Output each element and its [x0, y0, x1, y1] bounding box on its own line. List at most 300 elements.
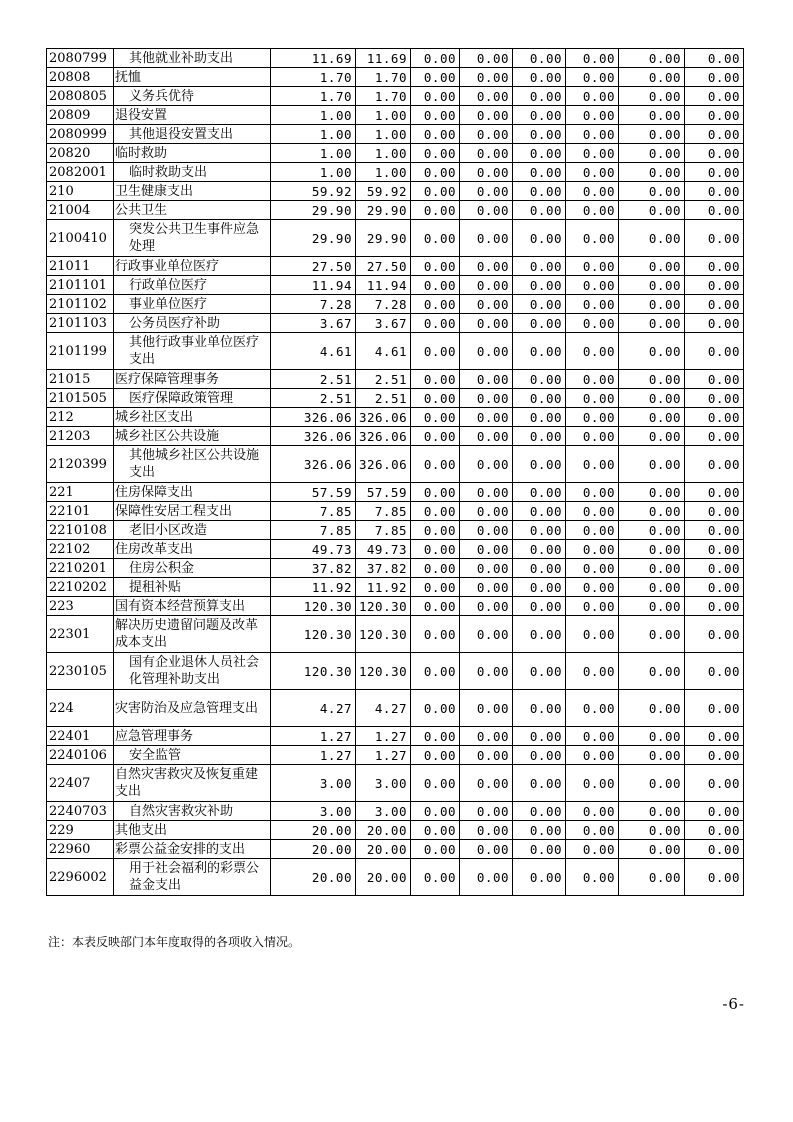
amount-cell: 0.00 — [460, 521, 513, 540]
amount-cell: 0.00 — [513, 483, 566, 502]
amount-cell: 0.00 — [685, 483, 744, 502]
table-row — [47, 295, 744, 314]
amount-cell: 0.00 — [513, 389, 566, 408]
table-row — [47, 163, 744, 182]
subject-code: 20808 — [47, 68, 114, 87]
amount-cell: 0.00 — [685, 578, 744, 597]
amount-cell: 0.00 — [411, 765, 460, 802]
table-note: 注：本表反映部门本年度取得的各项收入情况。 — [48, 935, 301, 949]
subject-name: 突发公共卫生事件应急处理 — [114, 220, 271, 257]
amount-cell: 0.00 — [411, 389, 460, 408]
amount-cell: 0.00 — [460, 106, 513, 125]
amount-cell: 2.51 — [271, 389, 356, 408]
amount-cell: 0.00 — [619, 540, 685, 559]
amount-cell: 20.00 — [356, 859, 411, 896]
amount-cell: 0.00 — [513, 559, 566, 578]
subject-name: 提租补贴 — [114, 578, 271, 597]
amount-cell: 0.00 — [685, 859, 744, 896]
amount-cell: 0.00 — [566, 49, 619, 68]
amount-cell: 0.00 — [685, 765, 744, 802]
amount-cell: 0.00 — [460, 597, 513, 616]
amount-cell: 0.00 — [685, 690, 744, 727]
amount-cell: 2.51 — [271, 370, 356, 389]
amount-cell: 0.00 — [685, 427, 744, 446]
amount-cell: 20.00 — [271, 840, 356, 859]
amount-cell: 7.85 — [356, 521, 411, 540]
table-row — [47, 257, 744, 276]
amount-cell: 0.00 — [460, 578, 513, 597]
amount-cell: 0.00 — [685, 125, 744, 144]
amount-cell: 0.00 — [685, 163, 744, 182]
amount-cell: 0.00 — [513, 597, 566, 616]
amount-cell: 0.00 — [513, 408, 566, 427]
subject-code: 2101505 — [47, 389, 114, 408]
amount-cell: 0.00 — [566, 201, 619, 220]
amount-cell: 0.00 — [619, 653, 685, 690]
amount-cell: 1.00 — [271, 106, 356, 125]
amount-cell: 20.00 — [271, 859, 356, 896]
amount-cell: 0.00 — [619, 427, 685, 446]
amount-cell: 0.00 — [411, 333, 460, 370]
amount-cell: 0.00 — [513, 106, 566, 125]
subject-code: 2296002 — [47, 859, 114, 896]
table-row — [47, 87, 744, 106]
amount-cell: 120.30 — [271, 653, 356, 690]
amount-cell: 326.06 — [356, 408, 411, 427]
amount-cell: 0.00 — [566, 616, 619, 653]
amount-cell: 3.00 — [356, 765, 411, 802]
amount-cell: 0.00 — [411, 314, 460, 333]
amount-cell: 0.00 — [513, 840, 566, 859]
amount-cell: 0.00 — [566, 765, 619, 802]
subject-name: 住房保障支出 — [114, 483, 271, 502]
amount-cell: 0.00 — [685, 597, 744, 616]
amount-cell: 0.00 — [460, 220, 513, 257]
subject-name: 公务员医疗补助 — [114, 314, 271, 333]
table-row — [47, 182, 744, 201]
subject-code: 2101103 — [47, 314, 114, 333]
amount-cell: 11.94 — [271, 276, 356, 295]
amount-cell: 29.90 — [356, 220, 411, 257]
amount-cell: 0.00 — [411, 521, 460, 540]
subject-name: 住房改革支出 — [114, 540, 271, 559]
subject-code: 2080805 — [47, 87, 114, 106]
amount-cell: 0.00 — [619, 49, 685, 68]
amount-cell: 0.00 — [513, 295, 566, 314]
amount-cell: 0.00 — [619, 144, 685, 163]
amount-cell: 1.00 — [356, 125, 411, 144]
amount-cell: 11.92 — [271, 578, 356, 597]
amount-cell: 0.00 — [685, 616, 744, 653]
subject-code: 229 — [47, 821, 114, 840]
amount-cell: 0.00 — [411, 597, 460, 616]
amount-cell: 0.00 — [513, 521, 566, 540]
table-row — [47, 106, 744, 125]
amount-cell: 0.00 — [513, 163, 566, 182]
amount-cell: 29.90 — [271, 220, 356, 257]
amount-cell: 1.00 — [356, 163, 411, 182]
amount-cell: 49.73 — [356, 540, 411, 559]
amount-cell: 0.00 — [411, 68, 460, 87]
subject-name: 医疗保障管理事务 — [114, 370, 271, 389]
amount-cell: 0.00 — [513, 201, 566, 220]
amount-cell: 0.00 — [513, 616, 566, 653]
amount-cell: 0.00 — [566, 502, 619, 521]
amount-cell: 0.00 — [513, 276, 566, 295]
amount-cell: 0.00 — [619, 559, 685, 578]
amount-cell: 0.00 — [566, 182, 619, 201]
amount-cell: 0.00 — [513, 68, 566, 87]
amount-cell: 0.00 — [460, 616, 513, 653]
amount-cell: 0.00 — [460, 276, 513, 295]
amount-cell: 0.00 — [685, 49, 744, 68]
subject-code: 22101 — [47, 502, 114, 521]
amount-cell: 0.00 — [513, 802, 566, 821]
subject-name: 保障性安居工程支出 — [114, 502, 271, 521]
amount-cell: 0.00 — [566, 144, 619, 163]
amount-cell: 0.00 — [411, 257, 460, 276]
amount-cell: 0.00 — [619, 746, 685, 765]
amount-cell: 0.00 — [619, 616, 685, 653]
subject-name: 国有企业退休人员社会化管理补助支出 — [114, 653, 271, 690]
amount-cell: 0.00 — [460, 746, 513, 765]
amount-cell: 29.90 — [271, 201, 356, 220]
table-row — [47, 616, 744, 653]
amount-cell: 0.00 — [411, 840, 460, 859]
amount-cell: 3.00 — [271, 765, 356, 802]
table-row — [47, 690, 744, 727]
subject-name: 义务兵优待 — [114, 87, 271, 106]
subject-code: 2210108 — [47, 521, 114, 540]
amount-cell: 1.27 — [356, 746, 411, 765]
amount-cell: 0.00 — [685, 653, 744, 690]
amount-cell: 7.28 — [356, 295, 411, 314]
amount-cell: 0.00 — [619, 257, 685, 276]
amount-cell: 7.85 — [356, 502, 411, 521]
amount-cell: 0.00 — [513, 257, 566, 276]
subject-code: 2080799 — [47, 49, 114, 68]
amount-cell: 2.51 — [356, 370, 411, 389]
amount-cell: 0.00 — [460, 559, 513, 578]
amount-cell: 0.00 — [685, 502, 744, 521]
amount-cell: 0.00 — [411, 727, 460, 746]
amount-cell: 1.70 — [271, 87, 356, 106]
amount-cell: 0.00 — [566, 257, 619, 276]
amount-cell: 0.00 — [460, 389, 513, 408]
amount-cell: 0.00 — [619, 201, 685, 220]
amount-cell: 20.00 — [356, 840, 411, 859]
amount-cell: 0.00 — [685, 521, 744, 540]
subject-name: 自然灾害救灾及恢复重建支出 — [114, 765, 271, 802]
amount-cell: 0.00 — [619, 859, 685, 896]
amount-cell: 0.00 — [566, 578, 619, 597]
amount-cell: 0.00 — [619, 521, 685, 540]
amount-cell: 326.06 — [271, 446, 356, 483]
amount-cell: 0.00 — [411, 49, 460, 68]
amount-cell: 0.00 — [619, 314, 685, 333]
amount-cell: 0.00 — [513, 427, 566, 446]
amount-cell: 0.00 — [685, 370, 744, 389]
amount-cell: 0.00 — [513, 746, 566, 765]
subject-code: 21004 — [47, 201, 114, 220]
subject-name: 自然灾害救灾补助 — [114, 802, 271, 821]
amount-cell: 0.00 — [619, 370, 685, 389]
subject-code: 22102 — [47, 540, 114, 559]
amount-cell: 1.00 — [271, 144, 356, 163]
amount-cell: 0.00 — [619, 802, 685, 821]
amount-cell: 0.00 — [566, 521, 619, 540]
amount-cell: 1.00 — [356, 144, 411, 163]
amount-cell: 37.82 — [356, 559, 411, 578]
amount-cell: 0.00 — [513, 125, 566, 144]
amount-cell: 0.00 — [685, 746, 744, 765]
amount-cell: 0.00 — [566, 540, 619, 559]
amount-cell: 0.00 — [685, 68, 744, 87]
amount-cell: 0.00 — [566, 427, 619, 446]
subject-name: 住房公积金 — [114, 559, 271, 578]
amount-cell: 0.00 — [460, 257, 513, 276]
amount-cell: 326.06 — [356, 427, 411, 446]
subject-name: 事业单位医疗 — [114, 295, 271, 314]
amount-cell: 0.00 — [566, 389, 619, 408]
subject-code: 20820 — [47, 144, 114, 163]
amount-cell: 0.00 — [411, 690, 460, 727]
amount-cell: 57.59 — [356, 483, 411, 502]
amount-cell: 4.27 — [356, 690, 411, 727]
amount-cell: 0.00 — [685, 276, 744, 295]
amount-cell: 0.00 — [411, 220, 460, 257]
amount-cell: 0.00 — [460, 653, 513, 690]
table-row — [47, 821, 744, 840]
amount-cell: 49.73 — [271, 540, 356, 559]
amount-cell: 0.00 — [460, 502, 513, 521]
amount-cell: 0.00 — [460, 840, 513, 859]
amount-cell: 4.27 — [271, 690, 356, 727]
amount-cell: 0.00 — [411, 163, 460, 182]
amount-cell: 11.69 — [356, 49, 411, 68]
amount-cell: 120.30 — [271, 616, 356, 653]
amount-cell: 0.00 — [685, 333, 744, 370]
amount-cell: 0.00 — [685, 257, 744, 276]
amount-cell: 120.30 — [356, 597, 411, 616]
amount-cell: 0.00 — [460, 314, 513, 333]
subject-name: 应急管理事务 — [114, 727, 271, 746]
amount-cell: 0.00 — [566, 446, 619, 483]
amount-cell: 0.00 — [411, 802, 460, 821]
amount-cell: 1.70 — [356, 68, 411, 87]
amount-cell: 0.00 — [513, 502, 566, 521]
table-row — [47, 540, 744, 559]
table-row — [47, 597, 744, 616]
amount-cell: 0.00 — [460, 295, 513, 314]
amount-cell: 11.94 — [356, 276, 411, 295]
amount-cell: 0.00 — [619, 690, 685, 727]
amount-cell: 0.00 — [566, 408, 619, 427]
amount-cell: 0.00 — [411, 483, 460, 502]
subject-code: 2230105 — [47, 653, 114, 690]
amount-cell: 120.30 — [271, 597, 356, 616]
amount-cell: 7.85 — [271, 502, 356, 521]
amount-cell: 0.00 — [566, 370, 619, 389]
table-row — [47, 68, 744, 87]
subject-name: 彩票公益金安排的支出 — [114, 840, 271, 859]
amount-cell: 0.00 — [460, 68, 513, 87]
table-row — [47, 125, 744, 144]
amount-cell: 1.00 — [271, 125, 356, 144]
amount-cell: 0.00 — [619, 125, 685, 144]
amount-cell: 57.59 — [271, 483, 356, 502]
amount-cell: 0.00 — [566, 746, 619, 765]
subject-code: 2101101 — [47, 276, 114, 295]
subject-name: 医疗保障政策管理 — [114, 389, 271, 408]
amount-cell: 0.00 — [411, 125, 460, 144]
amount-cell: 0.00 — [619, 295, 685, 314]
amount-cell: 0.00 — [619, 182, 685, 201]
amount-cell: 1.27 — [271, 746, 356, 765]
subject-name: 老旧小区改造 — [114, 521, 271, 540]
amount-cell: 120.30 — [356, 616, 411, 653]
subject-name: 灾害防治及应急管理支出 — [114, 690, 271, 727]
amount-cell: 7.85 — [271, 521, 356, 540]
table-row — [47, 578, 744, 597]
amount-cell: 59.92 — [356, 182, 411, 201]
subject-name: 城乡社区支出 — [114, 408, 271, 427]
amount-cell: 0.00 — [619, 502, 685, 521]
amount-cell: 27.50 — [356, 257, 411, 276]
subject-name: 抚恤 — [114, 68, 271, 87]
amount-cell: 0.00 — [566, 220, 619, 257]
subject-name: 卫生健康支出 — [114, 182, 271, 201]
table-row — [47, 802, 744, 821]
amount-cell: 0.00 — [460, 408, 513, 427]
subject-code: 22401 — [47, 727, 114, 746]
amount-cell: 37.82 — [271, 559, 356, 578]
amount-cell: 0.00 — [460, 87, 513, 106]
amount-cell: 0.00 — [411, 201, 460, 220]
amount-cell: 0.00 — [460, 540, 513, 559]
table-row — [47, 502, 744, 521]
subject-name: 解决历史遗留问题及改革成本支出 — [114, 616, 271, 653]
amount-cell: 0.00 — [619, 727, 685, 746]
table-row — [47, 653, 744, 690]
amount-cell: 0.00 — [685, 201, 744, 220]
amount-cell: 0.00 — [566, 295, 619, 314]
amount-cell: 3.67 — [271, 314, 356, 333]
table-row — [47, 765, 744, 802]
amount-cell: 0.00 — [619, 446, 685, 483]
table-row — [47, 276, 744, 295]
table-row — [47, 314, 744, 333]
subject-name: 其他支出 — [114, 821, 271, 840]
amount-cell: 2.51 — [356, 389, 411, 408]
amount-cell: 0.00 — [685, 87, 744, 106]
amount-cell: 0.00 — [566, 125, 619, 144]
amount-cell: 0.00 — [411, 87, 460, 106]
table-row — [47, 389, 744, 408]
subject-name: 行政事业单位医疗 — [114, 257, 271, 276]
amount-cell: 0.00 — [566, 859, 619, 896]
amount-cell: 0.00 — [513, 727, 566, 746]
subject-code: 2101199 — [47, 333, 114, 370]
amount-cell: 0.00 — [513, 370, 566, 389]
amount-cell: 20.00 — [356, 821, 411, 840]
table-body — [47, 49, 744, 896]
amount-cell: 0.00 — [513, 333, 566, 370]
amount-cell: 0.00 — [460, 427, 513, 446]
amount-cell: 0.00 — [566, 333, 619, 370]
amount-cell: 0.00 — [411, 427, 460, 446]
amount-cell: 29.90 — [356, 201, 411, 220]
amount-cell: 0.00 — [460, 765, 513, 802]
amount-cell: 0.00 — [619, 276, 685, 295]
subject-code: 2100410 — [47, 220, 114, 257]
amount-cell: 0.00 — [411, 821, 460, 840]
table-row — [47, 333, 744, 370]
subject-name: 用于社会福利的彩票公益金支出 — [114, 859, 271, 896]
amount-cell: 3.00 — [356, 802, 411, 821]
amount-cell: 0.00 — [513, 690, 566, 727]
page-number: -6- — [722, 995, 745, 1013]
table-row — [47, 483, 744, 502]
amount-cell: 0.00 — [513, 87, 566, 106]
amount-cell: 0.00 — [566, 653, 619, 690]
table-row — [47, 49, 744, 68]
amount-cell: 0.00 — [513, 49, 566, 68]
amount-cell: 0.00 — [685, 559, 744, 578]
amount-cell: 0.00 — [411, 859, 460, 896]
amount-cell: 0.00 — [460, 727, 513, 746]
amount-cell: 0.00 — [513, 578, 566, 597]
subject-code: 2210202 — [47, 578, 114, 597]
subject-code: 22960 — [47, 840, 114, 859]
amount-cell: 0.00 — [513, 182, 566, 201]
amount-cell: 0.00 — [460, 125, 513, 144]
subject-code: 21011 — [47, 257, 114, 276]
table-row — [47, 521, 744, 540]
amount-cell: 0.00 — [460, 49, 513, 68]
subject-code: 2210201 — [47, 559, 114, 578]
amount-cell: 3.67 — [356, 314, 411, 333]
amount-cell: 0.00 — [411, 370, 460, 389]
amount-cell: 0.00 — [460, 182, 513, 201]
amount-cell: 0.00 — [411, 578, 460, 597]
subject-name: 行政单位医疗 — [114, 276, 271, 295]
amount-cell: 0.00 — [685, 220, 744, 257]
amount-cell: 0.00 — [411, 446, 460, 483]
amount-cell: 0.00 — [619, 87, 685, 106]
amount-cell: 120.30 — [356, 653, 411, 690]
amount-cell: 0.00 — [411, 182, 460, 201]
subject-code: 2120399 — [47, 446, 114, 483]
amount-cell: 0.00 — [619, 483, 685, 502]
subject-code: 22301 — [47, 616, 114, 653]
amount-cell: 0.00 — [513, 314, 566, 333]
subject-code: 212 — [47, 408, 114, 427]
amount-cell: 0.00 — [685, 144, 744, 163]
amount-cell: 0.00 — [566, 727, 619, 746]
amount-cell: 0.00 — [513, 821, 566, 840]
amount-cell: 0.00 — [619, 408, 685, 427]
amount-cell: 0.00 — [685, 408, 744, 427]
amount-cell: 0.00 — [460, 446, 513, 483]
subject-name: 临时救助支出 — [114, 163, 271, 182]
amount-cell: 27.50 — [271, 257, 356, 276]
amount-cell: 0.00 — [411, 746, 460, 765]
amount-cell: 0.00 — [566, 802, 619, 821]
table-row — [47, 746, 744, 765]
table-row — [47, 427, 744, 446]
amount-cell: 0.00 — [685, 802, 744, 821]
